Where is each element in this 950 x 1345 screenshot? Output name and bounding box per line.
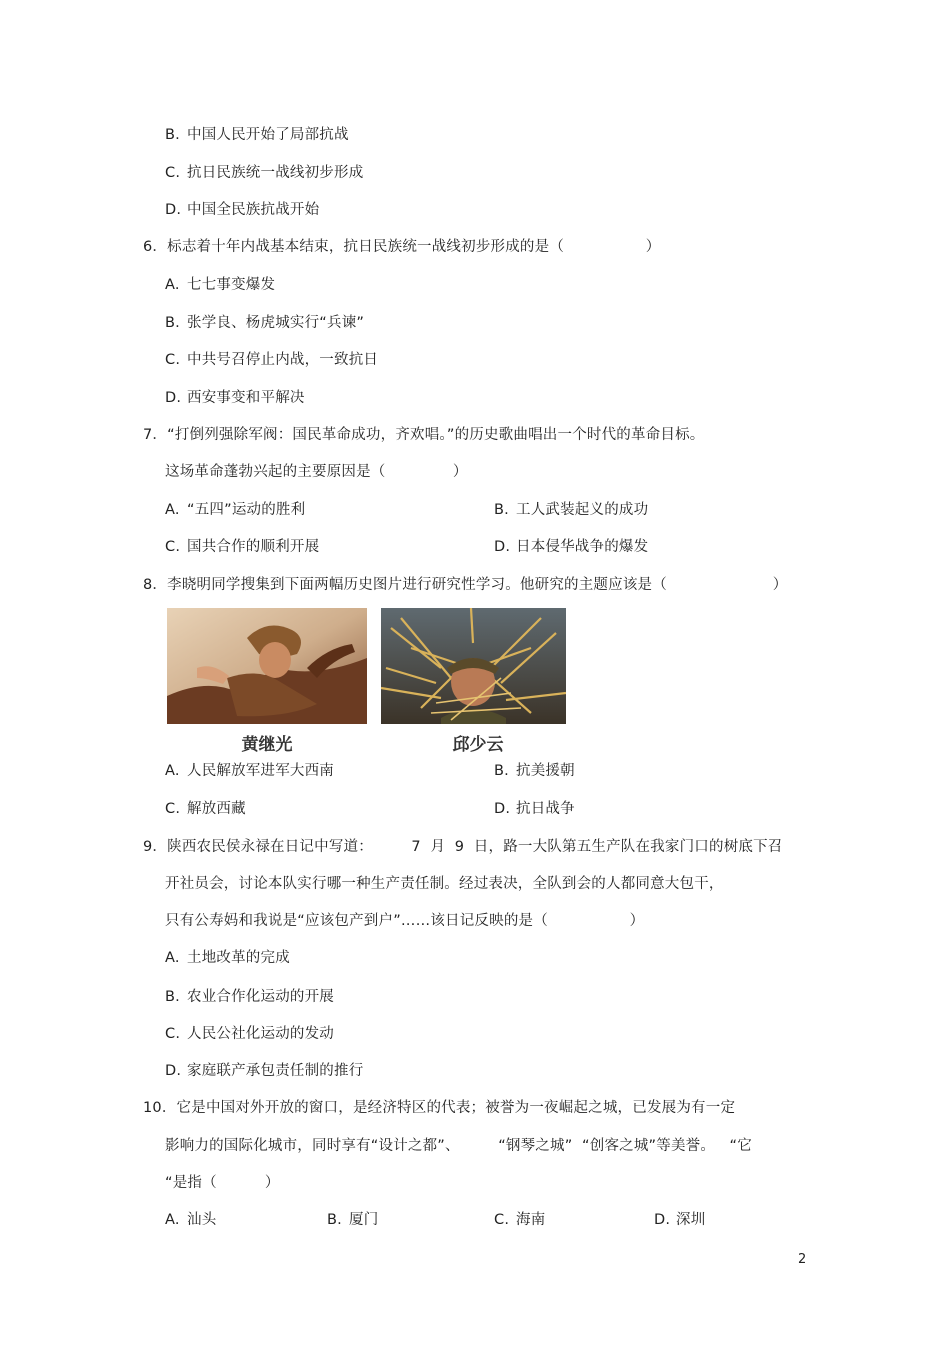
q10-stem-line2: 影响力的国际化城市，同时享有“设计之都”、 “钢琴之城” “创客之城”等美誉。 “它 [165,1138,752,1154]
q5-option-c: C. 抗日民族统一战线初步形成 [165,165,364,181]
q9-option-b: B. 农业合作化运动的开展 [165,989,334,1005]
q9-option-c: C. 人民公社化运动的发动 [165,1026,334,1042]
q6-option-a: A. 七七事变爆发 [165,277,276,293]
page-number: 2 [798,1252,807,1267]
q9-stem-line3: 只有公寿妈和我说是“应该包产到户”……该日记反映的是（ ） [165,913,645,929]
q7-option-a: A. “五四”运动的胜利 [165,502,306,518]
q8-option-a: A. 人民解放军进军大西南 [165,763,334,779]
caption-qiu-shaoyun: 邱少云 [452,735,504,755]
q9-option-d: D. 家庭联产承包责任制的推行 [165,1063,364,1079]
q10-option-a: A. 汕头 [165,1212,217,1228]
q10-option-c: C. 海南 [494,1212,546,1228]
photo-qiu-shaoyun [381,608,566,724]
photo-huang-jiguang [167,608,367,724]
q7-option-c: C. 国共合作的顺利开展 [165,539,320,555]
q6-option-b: B. 张学良、杨虎城实行“兵谏” [165,315,365,331]
q5-option-b: B. 中国人民开始了局部抗战 [165,127,349,143]
q5-option-d: D. 中国全民族抗战开始 [165,202,320,218]
q9-stem-line1: 9．陕西农民侯永禄在日记中写道： 7 月 9 日，路一大队第五生产队在我家门口的树底下召 [143,839,783,855]
q10-stem-line1: 10．它是中国对外开放的窗口，是经济特区的代表；被誉为一夜崛起之城，已发展为有一定 [143,1100,736,1116]
q7-option-d: D. 日本侵华战争的爆发 [494,539,649,555]
q8-option-c: C. 解放西藏 [165,801,246,817]
q9-stem-line2: 开社员会，讨论本队实行哪一种生产责任制。经过表决，全队到会的人都同意大包干， [165,876,724,892]
q6-stem: 6．标志着十年内战基本结束，抗日民族统一战线初步形成的是（ ） [143,239,661,255]
q7-stem-line2: 这场革命蓬勃兴起的主要原因是（ ） [165,464,468,480]
q6-option-d: D. 西安事变和平解决 [165,390,305,406]
q8-option-d: D. 抗日战争 [494,801,575,817]
q9-option-a: A. 土地改革的完成 [165,950,290,966]
q8-option-b: B. 抗美援朝 [494,763,575,779]
caption-huang-jiguang: 黄继光 [241,735,293,755]
q8-stem: 8．李晓明同学搜集到下面两幅历史图片进行研究性学习。他研究的主题应该是（ ） [143,577,788,593]
q10-option-b: B. 厦门 [327,1212,379,1228]
q7-option-b: B. 工人武装起义的成功 [494,502,649,518]
q10-stem-line3: “是指（ ） [165,1175,280,1191]
q10-option-d: D. 深圳 [654,1212,706,1228]
q7-stem-line1: 7．“打倒列强除军阀：国民革命成功，齐欢唱。”的历史歌曲唱出一个时代的革命目标。 [143,427,705,443]
q6-option-c: C. 中共号召停止内战，一致抗日 [165,352,379,368]
